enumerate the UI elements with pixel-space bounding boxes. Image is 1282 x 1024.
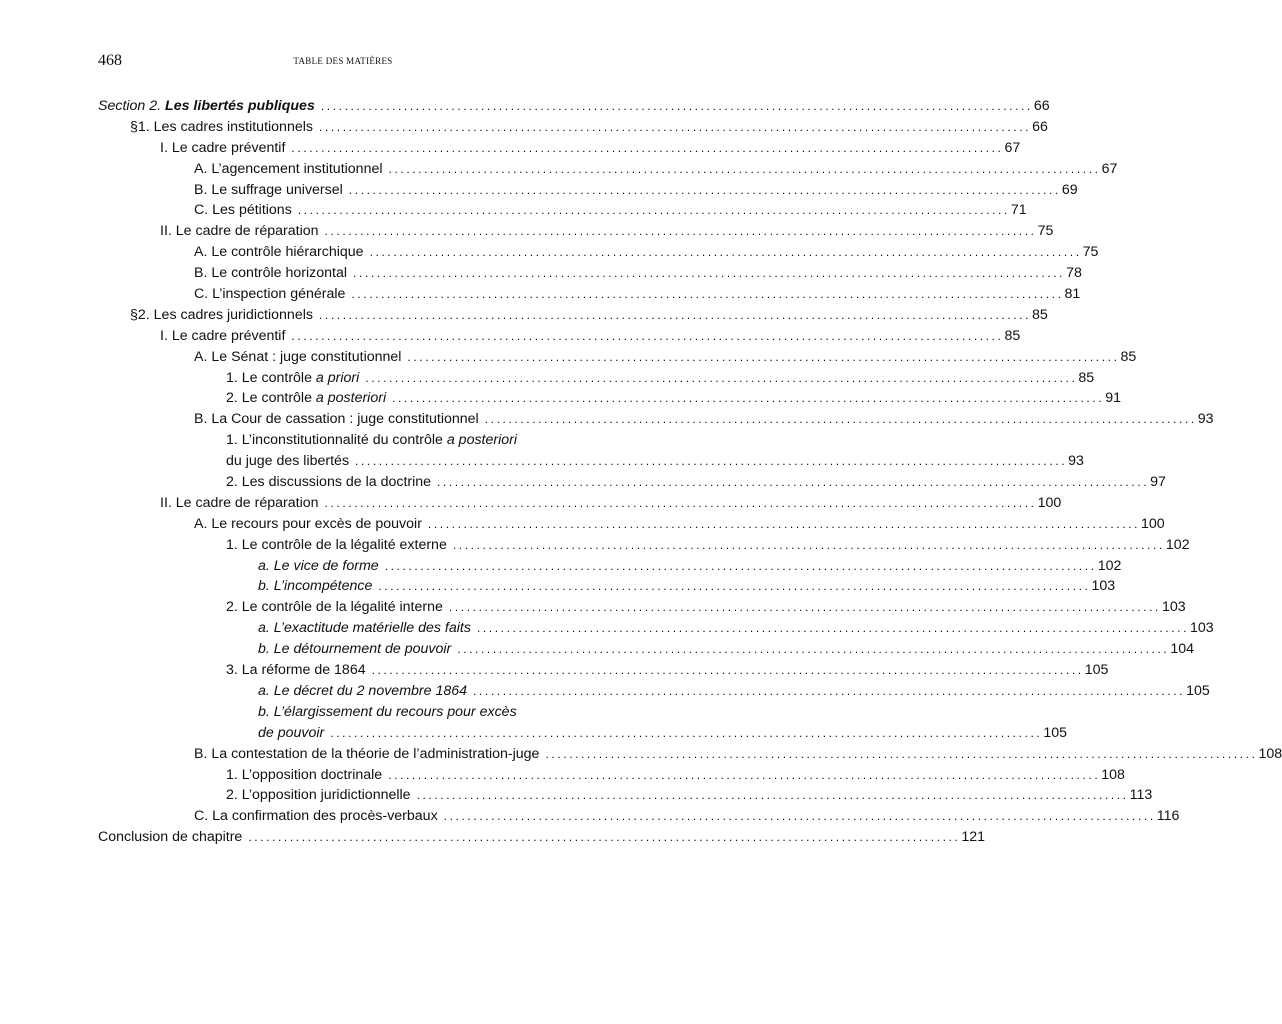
toc-entry-title-part: A. Le contrôle hiérarchique xyxy=(194,244,364,261)
toc-page-number: 116 xyxy=(1156,808,1180,825)
toc-entry xyxy=(98,200,1027,221)
toc-entry xyxy=(98,535,1190,556)
toc-entry xyxy=(98,618,1214,639)
dot-leader: ........................................................................................................................ xyxy=(355,454,1068,469)
toc-entry-title-part: 3. La réforme de 1864 xyxy=(226,662,366,679)
toc-entry-title-part: a priori xyxy=(315,369,360,386)
toc-entry-title xyxy=(98,827,248,848)
dot-leader: ........................................................................................................................ xyxy=(388,767,1101,782)
dot-leader: ........................................................................................................................ xyxy=(369,245,1082,260)
toc-entry xyxy=(98,221,1054,242)
dot-leader: ........................................................................................................................ xyxy=(330,725,1043,740)
toc-entry xyxy=(98,702,588,723)
toc-page-number: 103 xyxy=(1161,599,1186,616)
toc-entry-title xyxy=(226,660,372,681)
toc-page-number: 67 xyxy=(1101,160,1118,177)
toc-entry-title-part: B. Le contrôle horizontal xyxy=(194,265,348,282)
dot-leader: ........................................................................................................................ xyxy=(320,99,1033,113)
toc-entry-title-part: B. Le suffrage universel xyxy=(194,181,343,198)
toc-entry-title-part: §1. Les cadres institutionnels xyxy=(130,118,313,135)
toc-entry xyxy=(98,639,1194,660)
toc-entry xyxy=(98,681,1210,702)
toc-entry-title xyxy=(258,681,473,702)
toc-entry xyxy=(98,785,1153,806)
toc-page-number: 81 xyxy=(1064,286,1081,303)
toc-page-number: 93 xyxy=(1197,411,1214,428)
toc-page-number: 105 xyxy=(1084,662,1109,679)
dot-leader: ........................................................................................................................ xyxy=(416,788,1129,803)
toc-entry xyxy=(98,242,1099,263)
toc-entry-title xyxy=(226,368,365,389)
toc-page-number: 108 xyxy=(1258,745,1282,762)
toc-page-number: 121 xyxy=(961,829,986,846)
dot-leader: ........................................................................................................................ xyxy=(353,266,1066,281)
toc-entry-title-part: de pouvoir xyxy=(258,724,325,741)
toc-page-number: 102 xyxy=(1165,536,1190,553)
toc-page-number: 105 xyxy=(1186,682,1210,699)
toc-page-number: 85 xyxy=(1032,306,1048,323)
toc-page-number: 91 xyxy=(1105,390,1121,407)
toc-entry-title-part: 1. L’inconstitutionnalité du contrôle xyxy=(226,432,447,449)
dot-leader: ........................................................................................................................ xyxy=(318,307,1032,322)
dot-leader: ........................................................................................................................ xyxy=(457,642,1170,657)
toc-entry xyxy=(98,806,1180,827)
toc-page-number: 66 xyxy=(1033,98,1050,114)
dot-leader: ........................................................................................................................ xyxy=(365,370,1078,385)
running-title: TABLE DES MATIÈRES xyxy=(293,56,393,66)
toc-entry xyxy=(98,827,986,848)
toc-page-number: 93 xyxy=(1068,453,1084,470)
toc-entry-title-part: 2. Le contrôle de la légalité interne xyxy=(226,599,443,616)
toc-entry-title xyxy=(226,597,449,618)
toc-entry xyxy=(98,326,1021,347)
toc-entry-title-part: 1. L’opposition doctrinale xyxy=(226,766,383,783)
toc-page-number: 100 xyxy=(1037,494,1062,511)
toc-entry-title xyxy=(194,347,407,368)
toc-entry xyxy=(98,347,1137,368)
dot-leader: ........................................................................................................................ xyxy=(476,621,1190,636)
toc-entry-title xyxy=(160,221,325,242)
toc-entry-title xyxy=(194,263,353,284)
toc-page-number: 69 xyxy=(1061,181,1078,198)
toc-entry-title xyxy=(258,702,523,723)
toc-entry-title-part: B. La Cour de cassation : juge constitutionnel xyxy=(194,411,479,428)
toc-page-number: 75 xyxy=(1082,244,1099,261)
toc-entry-title-part: a. Le vice de forme xyxy=(258,557,379,574)
toc-entry-title-part: C. La confirmation des procès-verbaux xyxy=(194,808,438,825)
toc-entry xyxy=(98,597,1186,618)
toc-entry-title-part: II. Le cadre de réparation xyxy=(160,223,319,240)
toc-entry-title xyxy=(258,723,330,744)
toc-entry-title-part: 2. Les discussions de la doctrine xyxy=(226,474,432,491)
toc-entry-title-part: b. L’incompétence xyxy=(258,578,373,595)
toc-entry xyxy=(98,765,1125,786)
toc-page-number: 85 xyxy=(1078,369,1095,386)
toc-entry-title xyxy=(194,409,485,430)
dot-leader: ........................................................................................................................ xyxy=(545,746,1258,761)
toc-page-number: 78 xyxy=(1066,265,1082,282)
toc-entry-title-part: 2. L’opposition juridictionnelle xyxy=(226,787,411,804)
toc-entry-title-part: du juge des libertés xyxy=(226,453,350,470)
toc-entry-title-part: I. Le cadre préventif xyxy=(160,327,286,344)
toc-entry-title-part: Section 2. xyxy=(98,98,166,114)
dot-leader: ........................................................................................................................ xyxy=(407,349,1120,364)
dot-leader: ........................................................................................................................ xyxy=(388,161,1101,176)
toc-entry-title-part: A. L’agencement institutionnel xyxy=(194,160,383,177)
dot-leader: ........................................................................................................................ xyxy=(437,475,1150,490)
toc-entry xyxy=(98,556,1122,577)
dot-leader: ........................................................................................................................ xyxy=(297,203,1010,218)
toc-entry-title xyxy=(160,138,291,159)
page-number: 468 xyxy=(98,52,122,69)
toc-entry-title xyxy=(194,744,545,765)
toc-entry-title-part: 1. Le contrôle de la légalité externe xyxy=(226,536,447,553)
toc-entry xyxy=(98,138,1021,159)
toc-entry-title-part: b. L’élargissement du recours pour excès xyxy=(258,703,517,720)
toc-page-number: 71 xyxy=(1010,202,1027,219)
toc-entry-title xyxy=(194,806,444,827)
toc-entry-title xyxy=(258,639,457,660)
toc-entry xyxy=(98,472,1166,493)
dot-leader: ........................................................................................................................ xyxy=(392,391,1105,406)
toc-page-number: 85 xyxy=(1004,327,1021,344)
toc-entry-title-part: a. L’exactitude matérielle des faits xyxy=(258,620,471,637)
toc-entry xyxy=(98,159,1118,180)
dot-leader: ........................................................................................................................ xyxy=(443,809,1156,824)
toc-entry-title xyxy=(194,200,298,221)
toc-page-number: 105 xyxy=(1043,724,1068,741)
toc-entry-title-part: Les libertés publiques xyxy=(165,98,315,114)
toc-entry xyxy=(98,180,1078,201)
dot-leader: ........................................................................................................................ xyxy=(484,412,1197,427)
toc-entry-title-part: A. Le Sénat : juge constitutionnel xyxy=(194,348,402,365)
dot-leader: ........................................................................................................................ xyxy=(473,683,1186,698)
dot-leader: ........................................................................................................................ xyxy=(351,287,1064,302)
toc-entry-title-part: C. Les pétitions xyxy=(194,202,292,219)
toc-entry xyxy=(98,368,1095,389)
toc-entry-title xyxy=(194,514,428,535)
toc-entry xyxy=(98,660,1109,681)
toc-entry xyxy=(98,117,1048,138)
toc-entry-title xyxy=(226,785,417,806)
toc-entry-title xyxy=(226,388,392,409)
toc-entry xyxy=(98,284,1081,305)
toc-page-number: 97 xyxy=(1150,474,1166,491)
toc-entry-title-part: b. Le détournement de pouvoir xyxy=(258,641,452,658)
toc-page-number: 67 xyxy=(1004,139,1021,156)
toc-entry-title-part: A. Le recours pour excès de pouvoir xyxy=(194,515,422,532)
toc-page-number: 104 xyxy=(1170,641,1194,658)
toc-entry-title-part: 1. Le contrôle xyxy=(226,369,316,386)
dot-leader: ........................................................................................................................ xyxy=(384,558,1097,573)
toc-entry-title xyxy=(258,556,385,577)
dot-leader: ........................................................................................................................ xyxy=(378,579,1091,594)
toc-page-number: 108 xyxy=(1101,766,1125,783)
toc-entry-title-part: a posteriori xyxy=(446,432,518,449)
toc-entry-title xyxy=(226,765,388,786)
toc-entry xyxy=(98,514,1165,535)
toc-entry-title-part: §2. Les cadres juridictionnels xyxy=(130,306,313,323)
toc-entry-title xyxy=(226,472,437,493)
toc-entry-title xyxy=(160,493,325,514)
toc-entry-title-part: II. Le cadre de réparation xyxy=(160,494,319,511)
dot-leader: ........................................................................................................................ xyxy=(318,119,1032,134)
dot-leader: ........................................................................................................................ xyxy=(291,328,1004,343)
dot-leader: ........................................................................................................................ xyxy=(427,516,1140,531)
toc-entry-title xyxy=(226,451,355,472)
toc-entry xyxy=(98,430,588,451)
dot-leader: ........................................................................................................................ xyxy=(291,140,1004,155)
toc-entry-title xyxy=(258,618,477,639)
toc-entry xyxy=(98,388,1121,409)
toc-entry-title-part: a posteriori xyxy=(315,390,387,407)
toc-entry-title-part: 2. Le contrôle xyxy=(226,390,316,407)
toc-entry-title xyxy=(130,117,319,138)
dot-leader: ........................................................................................................................ xyxy=(452,537,1165,552)
toc-entry xyxy=(98,576,1116,597)
toc-entry xyxy=(98,451,1084,472)
toc-entry-title xyxy=(194,284,351,305)
toc-page-number: 75 xyxy=(1037,223,1054,240)
toc-entry-title-part: C. L’inspection générale xyxy=(194,286,346,303)
toc-entry-title xyxy=(226,430,523,451)
toc-entry-title xyxy=(194,242,370,263)
page-header xyxy=(98,52,588,74)
toc-entry-title-part: I. Le cadre préventif xyxy=(160,139,286,156)
toc-page-number: 113 xyxy=(1129,787,1153,804)
toc-entry-title-part: Conclusion de chapitre xyxy=(98,829,243,846)
toc-page-number: 103 xyxy=(1091,578,1116,595)
toc-entry xyxy=(98,305,1048,326)
toc-entry xyxy=(98,96,1050,117)
toc-entry-title xyxy=(226,535,453,556)
toc-page-number: 102 xyxy=(1097,557,1122,574)
toc-page-number: 100 xyxy=(1141,515,1165,532)
dot-leader: ........................................................................................................................ xyxy=(324,224,1037,239)
toc-entry-title-part: B. La contestation de la théorie de l’administration-juge xyxy=(194,745,540,762)
toc-entry-title-part: a. Le décret du 2 novembre 1864 xyxy=(258,682,468,699)
toc-entry-title xyxy=(130,305,319,326)
toc-entry-title xyxy=(194,159,389,180)
toc-entry xyxy=(98,744,1282,765)
table-of-contents xyxy=(98,96,1282,848)
dot-leader: ........................................................................................................................ xyxy=(348,182,1061,197)
toc-entry-title xyxy=(160,326,291,347)
toc-page-number: 85 xyxy=(1120,348,1137,365)
toc-entry xyxy=(98,409,1214,430)
toc-entry xyxy=(98,263,1082,284)
toc-entry-title xyxy=(258,576,378,597)
toc-page-number: 66 xyxy=(1032,118,1048,135)
toc-entry-title xyxy=(194,180,349,201)
toc-entry xyxy=(98,723,1068,744)
dot-leader: ........................................................................................................................ xyxy=(371,663,1084,678)
toc-page-number: 103 xyxy=(1190,620,1214,637)
dot-leader: ........................................................................................................................ xyxy=(248,830,961,845)
dot-leader: ........................................................................................................................ xyxy=(324,495,1037,510)
dot-leader: ........................................................................................................................ xyxy=(448,600,1161,615)
toc-entry xyxy=(98,493,1062,514)
toc-entry-title xyxy=(98,96,321,117)
